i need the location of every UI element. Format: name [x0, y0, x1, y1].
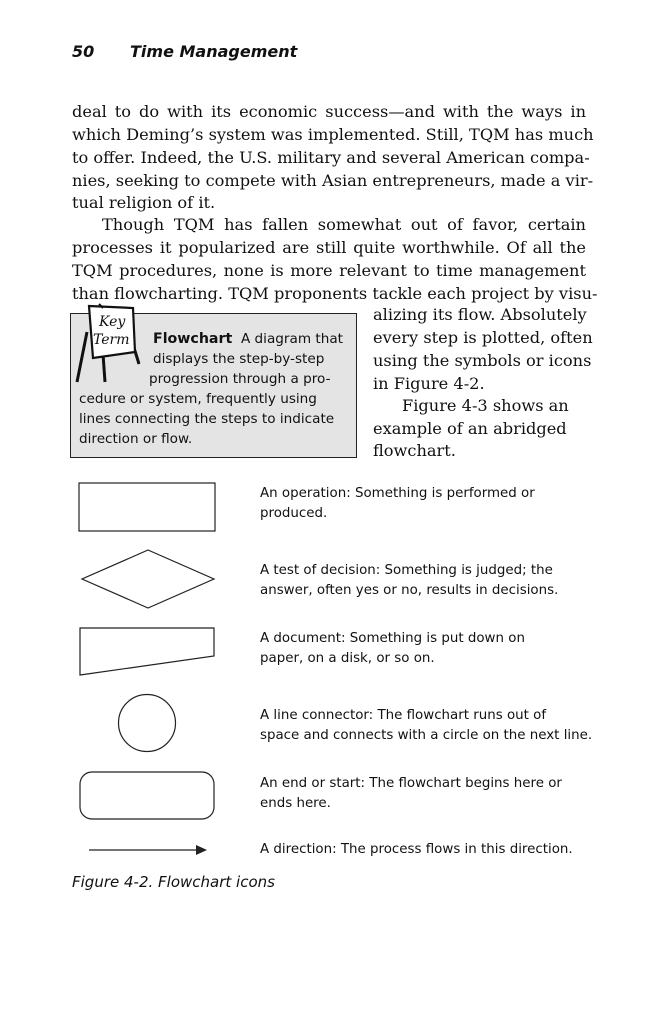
- document-description: [260, 629, 600, 669]
- desc-line: ends here.: [260, 796, 331, 811]
- body-line: example of an abridged: [373, 419, 567, 438]
- key-term-line: [153, 331, 343, 347]
- desc-line: A document: Something is put down on: [260, 631, 525, 646]
- running-title: Time Management: [130, 42, 298, 61]
- term-icon-text: Term: [93, 332, 130, 348]
- key-term-box: [70, 313, 357, 458]
- body-line: Though TQM has fallen somewhat out of favor, certain: [102, 215, 586, 234]
- document-icon: [78, 626, 218, 678]
- body-line: processes it popularized are still quite worthwhile. Of all the: [72, 238, 586, 257]
- desc-line: produced.: [260, 506, 328, 521]
- desc-line: space and connects with a circle on the next line.: [260, 728, 593, 743]
- body-line: in Figure 4-2.: [373, 374, 485, 393]
- direction-arrow-icon: [88, 843, 210, 857]
- operation-description: [260, 484, 600, 524]
- desc-line: paper, on a disk, or so on.: [260, 651, 435, 666]
- body-line: which Deming’s system was implemented. Still, TQM has much: [72, 125, 594, 144]
- desc-line: An end or start: The flowchart begins here or: [260, 776, 562, 791]
- desc-line: A line connector: The flowchart runs out of: [260, 708, 547, 723]
- body-line: to offer. Indeed, the U.S. military and several American compa-: [72, 148, 590, 167]
- connector-circle-icon: [117, 693, 179, 755]
- running-head: [72, 42, 297, 61]
- body-line: every step is plotted, often: [373, 328, 593, 347]
- desc-line: answer, often yes or no, results in decisions.: [260, 583, 559, 598]
- body-line: alizing its flow. Absolutely: [373, 305, 587, 324]
- key-term-line: lines connecting the steps to indicate: [79, 411, 335, 427]
- terminal-icon: [78, 771, 218, 823]
- key-term-line: progression through a pro-: [149, 371, 331, 387]
- body-line: Figure 4-3 shows an: [402, 396, 569, 415]
- key-term-line: direction or flow.: [79, 431, 193, 447]
- key-term-definition: A diagram that: [240, 331, 344, 347]
- body-line: deal to do with its economic success—and with the ways in: [72, 102, 586, 121]
- desc-line: A direction: The process flows in this direction.: [260, 842, 573, 857]
- body-line: TQM procedures, none is more relevant to time management: [72, 261, 586, 280]
- decision-diamond-icon: [80, 549, 220, 611]
- body-line: using the symbols or icons: [373, 351, 592, 370]
- desc-line: An operation: Something is performed or: [260, 486, 535, 501]
- desc-line: A test of decision: Something is judged; the: [260, 563, 553, 578]
- key-icon-text: Key: [99, 314, 126, 330]
- direction-description: [260, 840, 600, 860]
- key-term-line: cedure or system, frequently using: [79, 391, 317, 407]
- decision-description: [260, 561, 600, 601]
- body-line: flowchart.: [373, 441, 456, 460]
- body-line: tual religion of it.: [72, 193, 216, 212]
- page-number: 50: [72, 42, 95, 61]
- operation-rectangle-icon: [78, 482, 218, 534]
- connector-description: [260, 706, 600, 746]
- easel-sign-icon: [73, 302, 153, 397]
- body-line: nies, seeking to compete with Asian entrepreneurs, made a vir-: [72, 171, 594, 190]
- key-term-word: Flowchart: [153, 331, 233, 347]
- key-term-line: displays the step-by-step: [153, 351, 325, 367]
- figure-caption: Figure 4-2. Flowchart icons: [72, 873, 275, 891]
- body-line: than flowcharting. TQM proponents tackle each project by visu-: [72, 284, 598, 303]
- terminal-description: [260, 774, 600, 814]
